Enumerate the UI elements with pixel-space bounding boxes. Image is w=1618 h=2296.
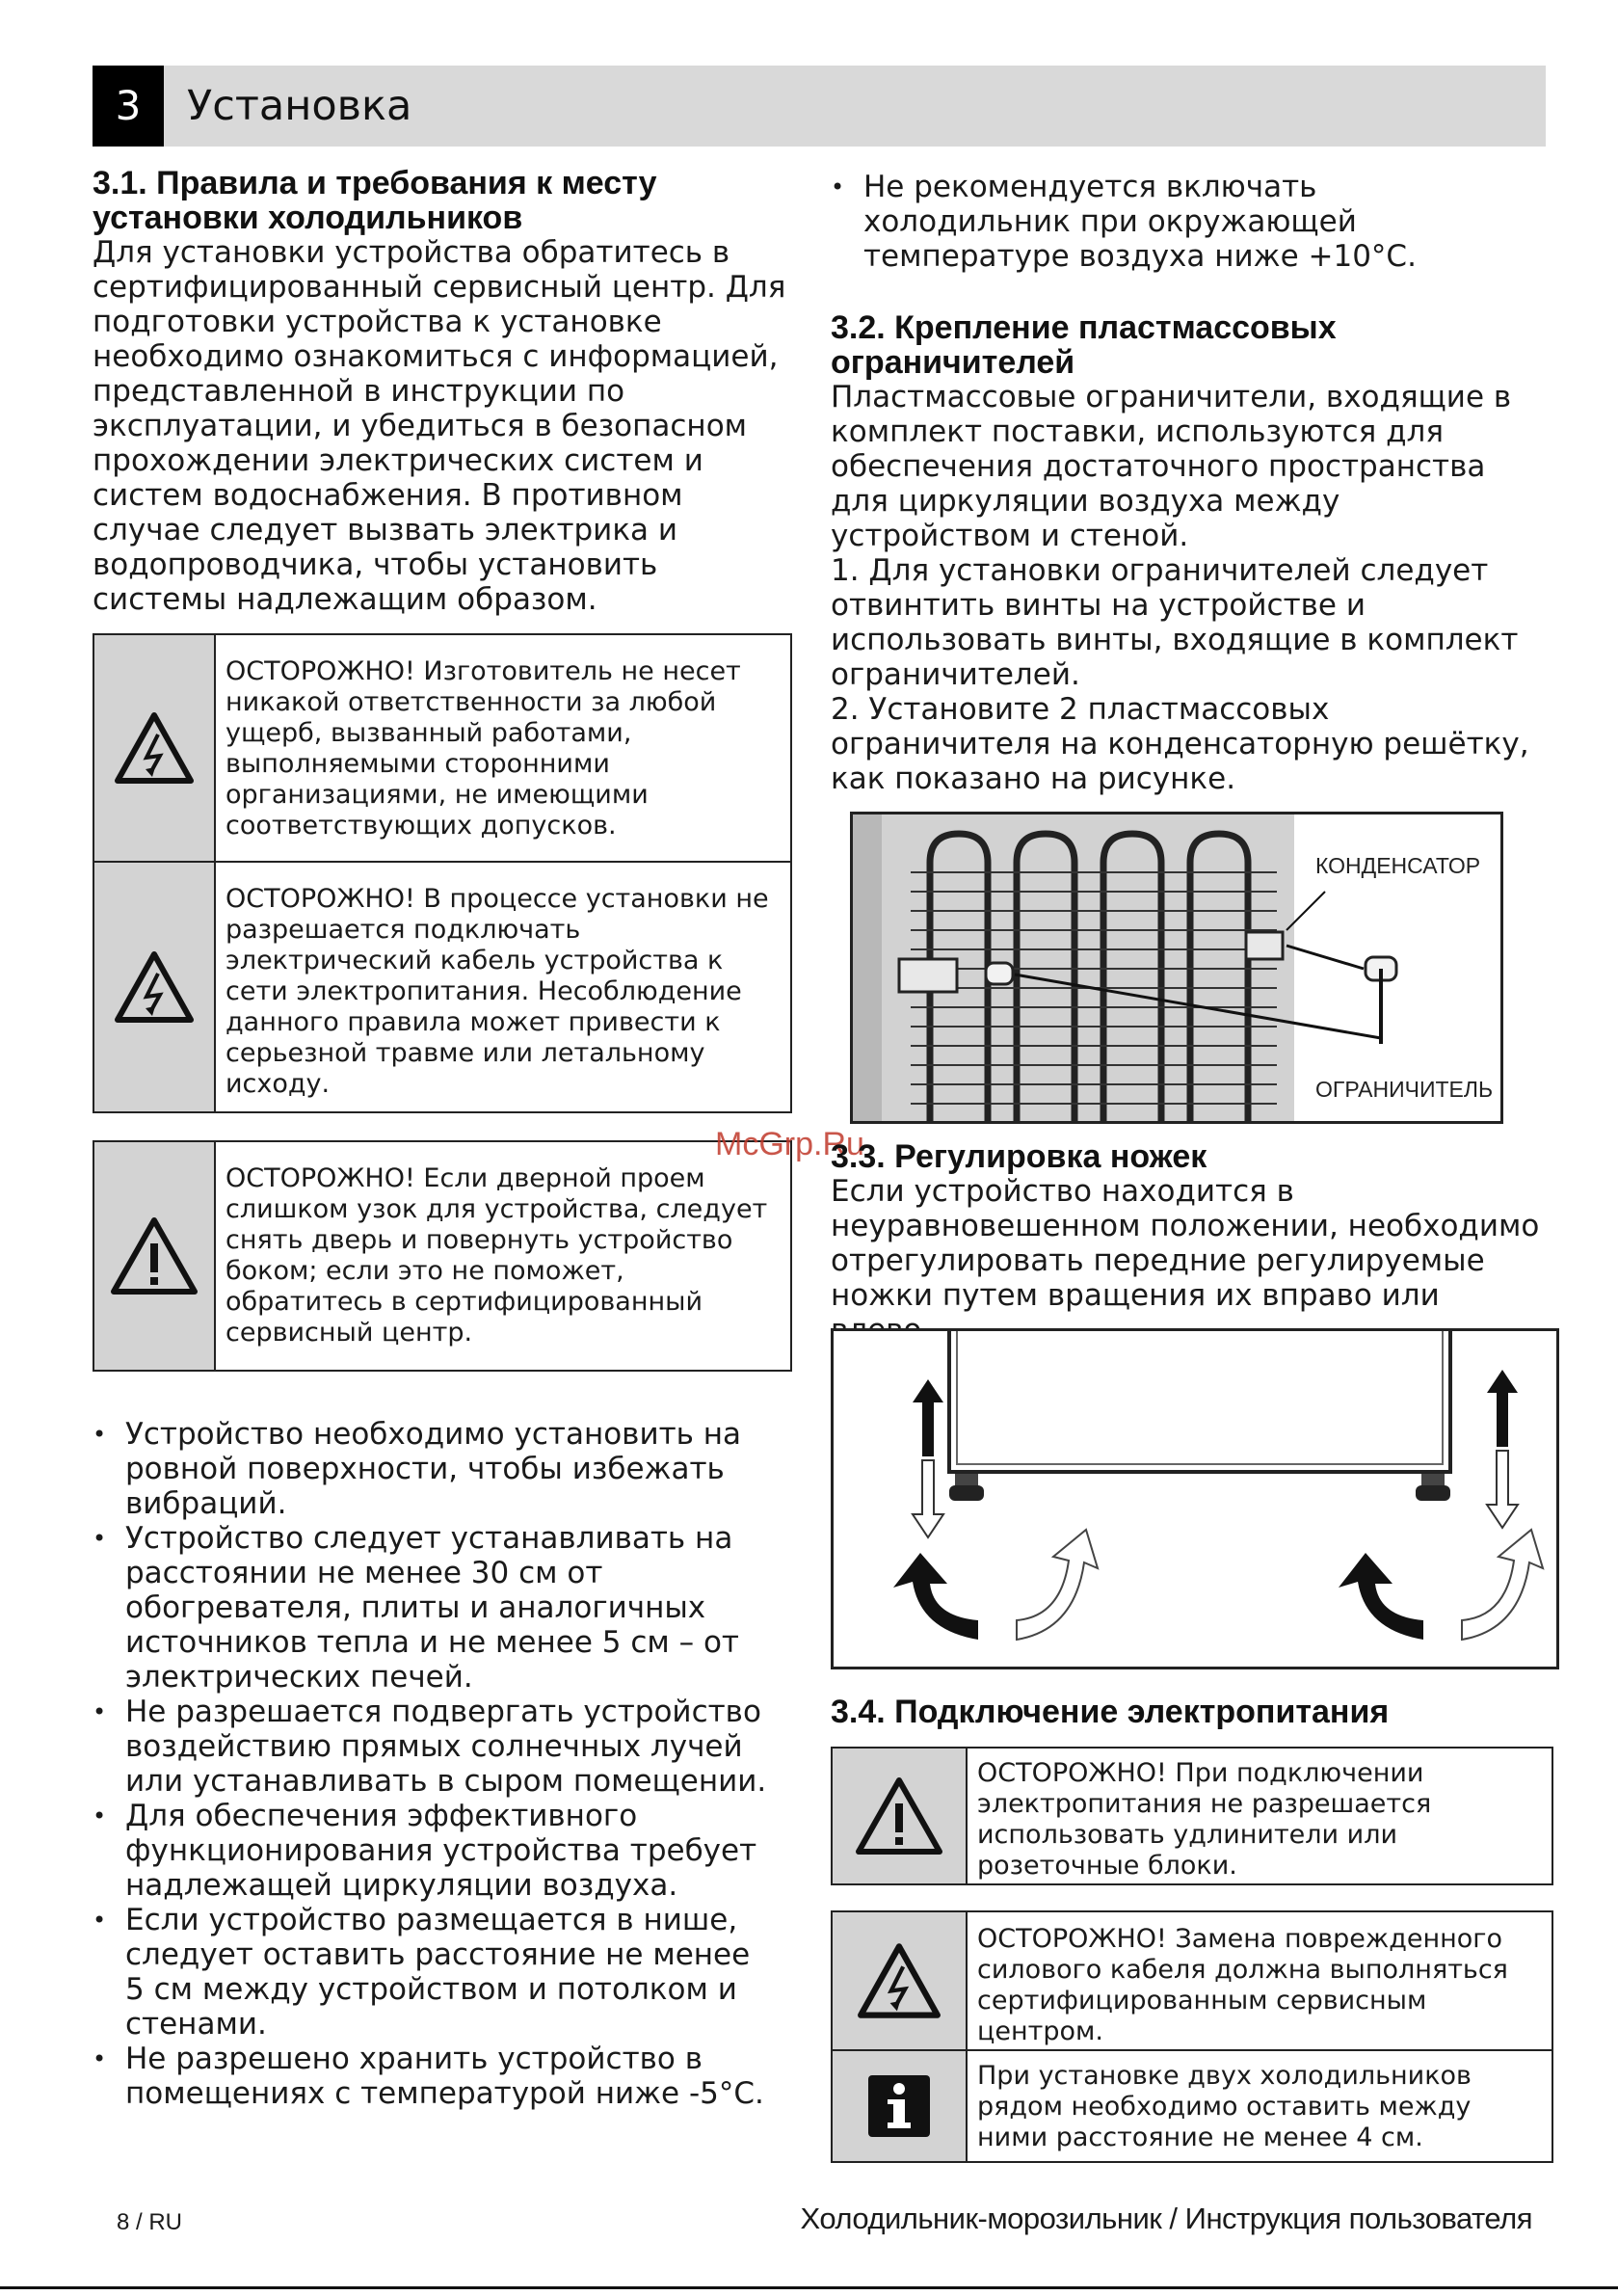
temperature-bullet <box>831 170 1525 274</box>
general-warning-icon <box>833 1749 968 1883</box>
electric-hazard-icon <box>94 863 216 1111</box>
list-item: • Не разрешено хранить устройство в помещениях с температурой ниже -5°C. <box>93 2042 767 2111</box>
warning-row <box>94 635 790 861</box>
condenser-figure <box>850 812 1503 1124</box>
section-3-1-heading: 3.1. Правила и требования к месту установки холодильников <box>93 165 657 236</box>
section-3-2 <box>831 310 1549 796</box>
warning-table-cable <box>831 1910 1553 2163</box>
warning-row <box>94 1142 790 1370</box>
section-3-4 <box>831 1695 1549 1729</box>
list-item: • Не разрешается подвергать устройство воздействию прямых солнечных лучей или устанавливать в сыром помещении. <box>93 1695 767 1799</box>
section-3-2-paragraph: Пластмассовые ограничители, входящие в комплект поставки, используются для обеспечения достаточного пространства для циркуляции воздуха между устройством и стеной. 1. Для установки ограничителей следует отвинтить винты на устройстве и использовать винты, входящие в комплект ограничителей. 2. Установите 2 пластмассовых ограничителя на конденсаторную решётку, как показано на рисунке. <box>831 380 1529 796</box>
section-title: Установка <box>187 82 412 130</box>
list-item: • Устройство необходимо установить на ровной поверхности, чтобы избежать вибраций. <box>93 1417 767 1521</box>
general-warning-icon <box>94 1142 216 1370</box>
section-3-3 <box>831 1139 1549 1348</box>
limiter-label: ОГРАНИЧИТЕЛЬ <box>1315 1077 1494 1102</box>
warning-row <box>833 1749 1552 1883</box>
info-row <box>833 2049 1552 2161</box>
warning-table-door <box>93 1140 792 1372</box>
section-3-1-paragraph: Для установки устройства обратитесь в сертифицированный сервисный центр. Для подготовки устройства к установке необходимо ознакомиться с информацией, представленной в инструкции по эксплуатации, и убедиться в безопасном прохождении электрических систем и систем водоснабжения. В противном случае следует вызвать электрика и водопроводчика, чтобы установить системы надлежащим образом. <box>93 235 786 617</box>
section-3-2-heading: 3.2. Крепление пластмассовых ограничителей <box>831 309 1337 381</box>
info-icon <box>833 2051 968 2161</box>
electric-hazard-icon <box>833 1912 968 2049</box>
installation-bullets <box>93 1417 767 2111</box>
condenser-label: КОНДЕНСАТОР <box>1315 853 1481 878</box>
section-number: 3 <box>93 66 164 147</box>
section-3-1 <box>93 166 791 617</box>
warning-text: ОСТОРОЖНО! Изготовитель не несет никакой ответственности за любой ущерб, вызванный работами, выполняемыми сторонними организациями, не имеющими соответствующих допусков. <box>225 656 741 841</box>
page-number: 8 / RU <box>117 2209 183 2235</box>
warning-table-installation <box>93 633 792 1113</box>
footer-title: Холодильник-морозильник / Инструкция пользователя <box>800 2202 1532 2235</box>
section-3-3-heading: 3.3. Регулировка ножек <box>831 1138 1207 1175</box>
list-item: • Для обеспечения эффективного функционирования устройства требует надлежащей циркуляции воздуха. <box>93 1799 767 1903</box>
electric-hazard-icon <box>94 635 216 861</box>
warning-text: ОСТОРОЖНО! Если дверной проем слишком узок для устройства, следует снять дверь и повернуть устройство боком; если это не поможет, обратитесь в сертифицированный сервисный центр. <box>225 1163 768 1348</box>
list-item: • Если устройство размещается в нише, следует оставить расстояние не менее 5 см между устройством и потолком и стенами. <box>93 1903 767 2042</box>
section-3-3-paragraph: Если устройство находится в неуравновешенном положении, необходимо отрегулировать передние регулируемые ножки путем вращения их вправо или <box>831 1174 1540 1313</box>
watermark: McGrp.Ru <box>715 1126 864 1162</box>
list-item: • Устройство следует устанавливать на расстоянии не менее 30 см от обогревателя, плиты и аналогичных источников тепла и не менее 5 см – от электрических печей. <box>93 1521 767 1695</box>
warning-text: ОСТОРОЖНО! В процессе установки не разрешается подключать электрический кабель устройства к сети электропитания. Несоблюдение данного правила может привести к серьезной травме или летальному исходу. <box>225 884 769 1099</box>
warning-row <box>94 861 790 1111</box>
bottom-rule <box>0 2286 1618 2289</box>
feet-adjustment-figure <box>831 1328 1559 1669</box>
list-item: • Не рекомендуется включать холодильник при окружающей температуре воздуха ниже +10°C. <box>831 170 1525 274</box>
info-text: При установке двух холодильников рядом необходимо оставить между ними расстояние не менее 4 см. <box>977 2061 1472 2152</box>
warning-text: ОСТОРОЖНО! При подключении электропитания не разрешается использовать удлинители или розеточные блоки. <box>977 1758 1432 1881</box>
warning-row <box>833 1912 1552 2049</box>
warning-text: ОСТОРОЖНО! Замена поврежденного силового кабеля должна выполняться сертифицированным сервисным центром. <box>977 1924 1508 2046</box>
warning-table-power <box>831 1747 1553 1885</box>
section-3-4-heading: 3.4. Подключение электропитания <box>831 1694 1390 1730</box>
